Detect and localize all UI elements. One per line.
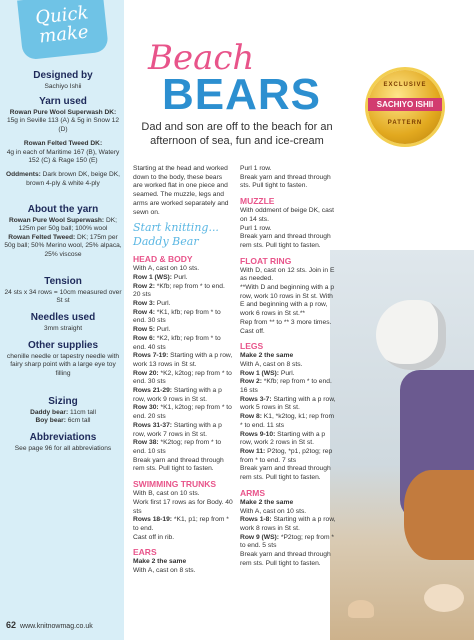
instruction-row: Row 38: *K2tog; rep from * to end. 10 sts [133, 439, 222, 455]
title-beach: Beach [148, 38, 255, 78]
abbreviations-text: See page 96 for all abbreviations [14, 445, 112, 452]
badge-line2: make [38, 21, 90, 48]
yarn1-name: Rowan Pure Wool Superwash DK: [9, 109, 117, 116]
legs-heading: LEGS [240, 341, 264, 352]
other-supplies-section [4, 340, 122, 378]
instruction-row: Rows 21-29: Starting with a p row, work 9 rows in St st. [133, 387, 222, 403]
instruction-row: Row 2: *Kfb; rep from * to end. 16 sts [240, 378, 332, 395]
title-bears: BEARS [162, 70, 322, 119]
head-body-heading: HEAD & BODY [133, 254, 193, 265]
sizing2-text: 6cm tall [67, 417, 91, 425]
pattern-column-1 [133, 165, 233, 576]
instruction-row: Row 20: *K2, k2tog; rep from * to end. 30 sts [133, 369, 232, 386]
instruction-row: Row 4: *K1, kfb; rep from * to end. 30 sts [133, 308, 221, 325]
about1-text: DK; 125m per 50g ball; 100% wool [18, 217, 117, 233]
instruction-row: Row 8: K1, *k2tog, k1; rep from * to end. 11 sts [240, 413, 335, 429]
instruction-row: Row 3: Purl. [133, 300, 171, 308]
instruction-row: Row 5: Purl. [133, 326, 171, 334]
instruction: Break yarn and thread through rem sts. Pull tight to fasten. [240, 465, 331, 482]
swimming-trunks-heading: SWIMMING TRUNKS [133, 479, 217, 490]
instruction-row: Rows 3-7: Starting with a p row, work 5 rows in St st. [240, 395, 336, 412]
oddments-text: Dark brown DK, beige DK, brown 4-ply & white 4-ply [26, 171, 120, 187]
instruction: With B, cast on 10 sts. [133, 490, 200, 498]
daddy-bear-heading: Daddy Bear [133, 235, 199, 249]
instruction-row: Rows 9-10: Starting with a p row, work 2 rows in St st. [240, 430, 326, 447]
sizing2-name: Boy bear: [35, 417, 66, 425]
tension-section [4, 276, 122, 306]
instruction: With oddment of beige DK, cast on 14 sts. [240, 207, 335, 223]
other-supplies-text: chenille needle or tapestry needle with fairy sharp point with a large eye toy filling [6, 353, 120, 377]
instruction-row: Row 1 (WS): Purl. [240, 369, 295, 377]
instruction-row: Row 9 (WS): *P2tog; rep from * to end. 5 sts [240, 533, 335, 550]
instruction: Break yarn and thread through sts. Pull tight to fasten. [240, 173, 331, 190]
ears-heading: EARS [133, 547, 157, 558]
badge-line1: Quick [34, 2, 90, 29]
instruction-row: Row 6: *K2, kfb; rep from * to end. 40 sts [133, 334, 221, 351]
instruction: Work first 17 rows as for Body. 40 sts [133, 498, 233, 515]
instruction-row: Rows 1-8: Starting with a p row, work 8 rows in St st. [240, 516, 336, 532]
page-footer [6, 620, 93, 630]
about2-text: DK; 175m per 50g ball; 50% Merino wool, 25% alpaca, 25% viscose [4, 233, 122, 258]
arms-heading: ARMS [240, 487, 266, 498]
bear-head-image [404, 470, 474, 560]
quick-make-badge [17, 0, 109, 60]
tension-text: 24 sts x 34 rows = 10cm measured over St st [4, 289, 122, 305]
about2-name: Rowan Felted Tweed: [8, 233, 76, 241]
instruction-row: Row 11: P2tog, *p1, p2tog; rep from * to end. 7 sts [240, 447, 333, 464]
sizing1-name: Daddy bear: [30, 409, 69, 416]
instruction: **With D and beginning with a p row, work 10 rows in St st. With E and beginning with a p row, work 6 rows in St st.** [240, 284, 335, 318]
instruction-row: Rows 31-37: Starting with a p row, work 7 rows in St st. [133, 421, 222, 438]
instruction-row: Row 2: *Kfb; rep from * to end. 20 sts [133, 282, 225, 299]
instruction: With D, cast on 12 sts. Join in E as needed. [240, 266, 335, 283]
yarn2-name: Rowan Felted Tweed DK: [23, 140, 103, 148]
instruction-row: Row 1 (WS): Purl. [133, 273, 188, 281]
instruction: Purl 1 row. [240, 224, 272, 232]
oddments-name: Oddments: [6, 171, 41, 179]
about1-name: Rowan Pure Wool Superwash: [9, 217, 105, 224]
yarn2-text: 4g in each of Maritime 167 (B), Watery 152 (C) & Rage 150 (E) [6, 148, 120, 165]
instruction: With A, cast on 8 sts. [240, 360, 303, 368]
other-supplies-heading: Other supplies [27, 340, 98, 351]
muzzle-heading: MUZZLE [240, 196, 275, 207]
instruction: With A, cast on 8 sts. [133, 567, 196, 575]
designer-name: Sachiyo Ishii [44, 83, 82, 90]
badge-pattern: PATTERN [387, 120, 423, 126]
pattern-column-2 [240, 165, 338, 568]
yarn-used-heading: Yarn used [39, 96, 87, 107]
about-yarn-heading: About the yarn [27, 204, 99, 215]
yarn1-text: 15g in Seville 113 (A) & 5g in Snow 12 (D) [6, 117, 120, 133]
instruction: With A, cast on 10 sts. [240, 507, 307, 515]
tension-heading: Tension [44, 276, 82, 287]
needles-text: 3mm straight [43, 325, 83, 332]
designed-by-section [4, 70, 122, 91]
page-number: 62 [6, 620, 17, 630]
float-ring-heading: FLOAT RING [240, 255, 292, 266]
abbreviations-section [4, 432, 122, 453]
shell-image-2 [424, 584, 464, 612]
instruction: Cast off in rib. [133, 533, 175, 541]
about-yarn-section [4, 204, 122, 259]
sizing-heading: Sizing [48, 396, 78, 407]
yarn-used-section [4, 96, 122, 188]
designed-by-heading: Designed by [33, 70, 93, 81]
instruction: Cast off. [240, 327, 265, 335]
intro-text: Starting at the head and worked down to the body, these bears are worked flat in one piece and seamed. The muzzle, legs and arms are worked separately and sewn on. [133, 165, 229, 216]
instruction: Rep from ** to ** 3 more times. [240, 318, 332, 326]
instruction: Make 2 the same [240, 498, 294, 506]
instruction-row: Rows 18-19: *K1, p1; rep from * to end. [133, 516, 229, 532]
instruction: Break yarn and thread through rem sts. Pull tight to fasten. [240, 233, 331, 249]
instruction-row: Row 30: *K1, k2tog; rep from * to end. 20 sts [133, 404, 232, 421]
sizing-section [4, 396, 122, 426]
needles-section [4, 312, 122, 333]
abbreviations-heading: Abbreviations [29, 432, 97, 443]
instruction: Purl 1 row. [240, 165, 272, 172]
instruction-row: Rows 7-19: Starting with a p row, work 13 rows in St st. [133, 352, 233, 368]
magazine-url: www.knitnowmag.co.uk [20, 623, 93, 630]
shell-image [348, 600, 374, 618]
instruction: Break yarn and thread through rem sts. Pull tight to fasten. [240, 551, 331, 567]
instruction: With A, cast on 10 sts. [133, 265, 200, 273]
exclusive-pattern-badge [368, 70, 442, 144]
badge-exclusive: EXCLUSIVE [383, 82, 427, 88]
instruction: Break yarn and thread through rem sts. Pull tight to fasten. [133, 456, 224, 473]
seagull-image [376, 300, 446, 370]
start-knitting-heading: Start knitting... [133, 221, 219, 235]
instruction: Make 2 the same [133, 558, 187, 566]
sizing1-text: 11cm tall [70, 409, 96, 416]
badge-designer: SACHIYO ISHII [368, 98, 442, 111]
instruction: Make 2 the same [240, 352, 294, 360]
subtitle: Dad and son are off to the beach for an afternoon of sea, fun and ice-cream [141, 121, 333, 147]
needles-heading: Needles used [30, 312, 96, 323]
